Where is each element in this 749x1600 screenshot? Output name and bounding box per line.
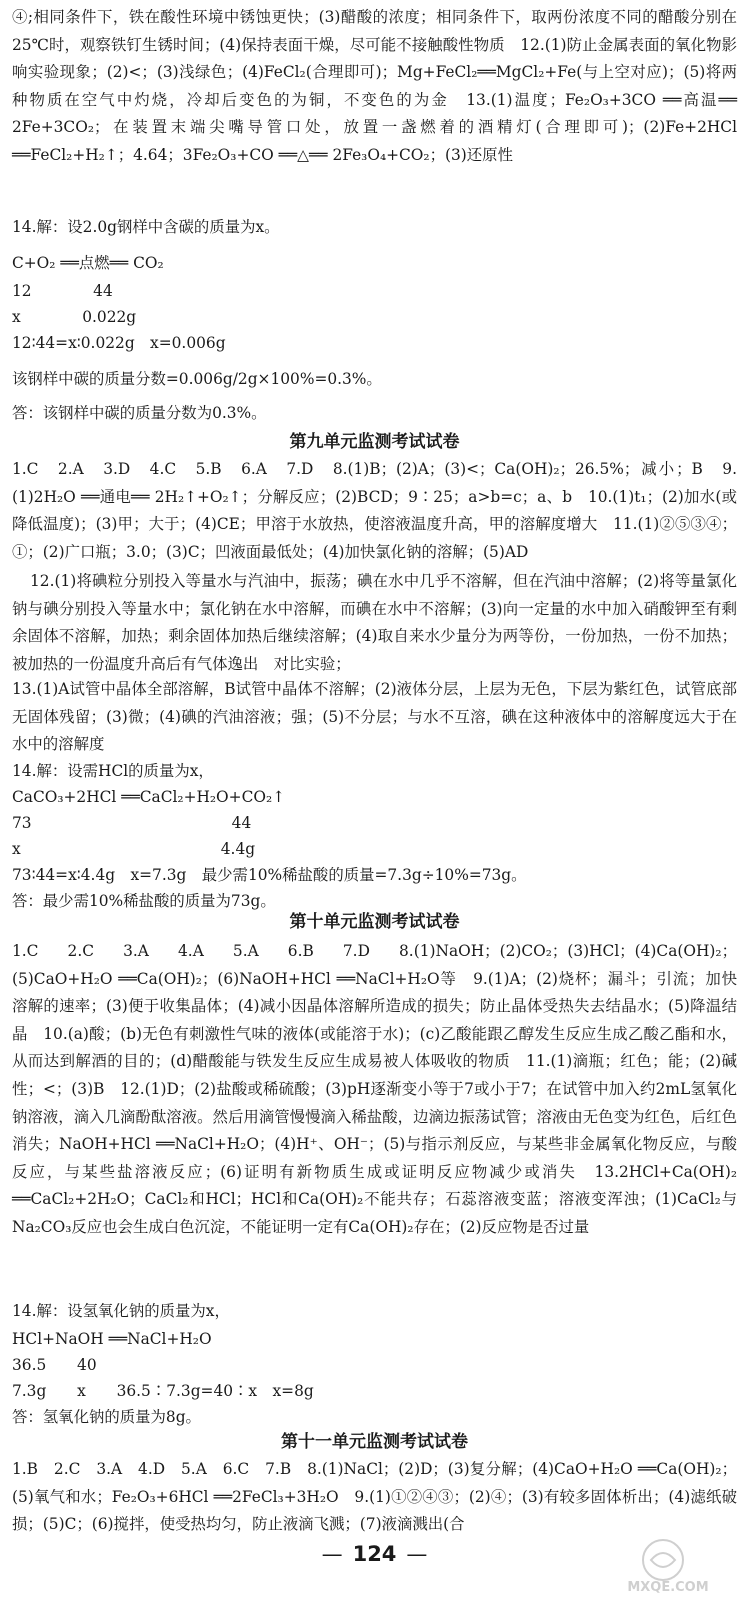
watermark-text: MXQE.COM	[627, 1580, 709, 1595]
unit9-answer-12: 12.(1)将碘粒分别投入等量水与汽油中，振荡；碘在水中几乎不溶解，但在汽油中溶解；(2)将等量氯化钠与碘分别投入等量水中；氯化钠在水中溶解，而碘在水中不溶解；(3)向一定量的水中加入硝酸钾至有剩余固体不溶解，加热；剩余固体加热后继续溶解；(4)取自来水少量分为两等份，一份加热，一份不加热；被加热的一份温度升高后有气体逸出 对比实验；	[12, 572, 737, 673]
unit8-answers-continued: ④;相同条件下，铁在酸性环境中锈蚀更快；(3)醋酸的浓度；相同条件下，取两份浓度不同的醋酸分别在25℃时，观察铁钉生锈时间；(4)保持表面干燥，尽可能不接触酸性物质 12.(1)防止金属表面的氧化物影响实验现象；(2)<；(3)浅绿色；(4)FeCl₂(合理即可)；Mg+FeCl₂══MgCl₂+Fe(与上空对应)；(5)将两种物质在空气中灼烧，冷却后变色的为铜，不变色的为金 13.(1)温度；Fe₂O₃+3CO ══高温══ 2Fe+3CO₂；在装置末端尖嘴导管口处，放置一盏燃着的酒精灯(合理即可)；(2)Fe+2HCl ══FeCl₂+H₂↑；4.64；3Fe₂O₃+CO ══△══ 2Fe₃O₄+CO₂；(3)还原性	[12, 8, 737, 164]
unit9-answer-13: 13.(1)A试管中晶体全部溶解，B试管中晶体不溶解；(2)液体分层，上层为无色，下层为紫红色，试管底部无固体残留；(3)微；(4)碘的汽油溶液；强；(5)不分层；与水不互溶，碘在这种液体中的溶解度远大于在水中的溶解度	[12, 680, 737, 754]
page-number-right-dash: —	[406, 1542, 428, 1566]
unit11-answers-1-9: 1.B 2.C 3.A 4.D 5.A 6.C 7.B 8.(1)NaCl；(2)D；(3)复分解；(4)CaO+H₂O ══Ca(OH)₂；(5)氧气和水；Fe₂O₃+6HCl ══2FeCl₃+3H₂O 9.(1)①②④③；(2)④；(3)有较多固体析出；(4)滤纸破损；(5)C；(6)搅拌，使受热均匀，防止液滴飞溅；(7)液滴溅出(合	[12, 1460, 737, 1534]
unit9-title: 第九单元监测考试试卷	[289, 432, 460, 452]
unit10-answers-1-13: 1.C 2.C 3.A 4.A 5.A 6.B 7.D 8.(1)NaOH；(2)CO₂；(3)HCl；(4)Ca(OH)₂；(5)CaO+H₂O ══Ca(OH)₂；(6)NaOH+HCl ══NaCl+H₂O等 9.(1)A；(2)烧杯；漏斗；引流；加快溶解的速率；(3)便于收集晶体；(4)减小因晶体溶解所造成的损失；防止晶体受热失去结晶水；(5)降温结晶 10.(a)酸；(b)无色有刺激性气味的液体(或能溶于水)；(c)乙酸能跟乙醇发生反应生成乙酸乙酯和水，从而达到解酒的目的；(d)醋酸能与铁发生反应生成易被人体吸收的物质 11.(1)滴瓶；红色；能；(2)碱性；<；(3)B 12.(1)D；(2)盐酸或稀硫酸；(3)pH逐渐变小等于7或小于7；在试管中加入约2mL氢氧化钠溶液，滴入几滴酚酞溶液。然后用滴管慢慢滴入稀盐酸，边滴边振荡试管；溶液由无色变为红色，后红色消失；NaOH+HCl ══NaCl+H₂O；(4)H⁺、OH⁻；(5)与指示剂反应，与某些非金属氧化物反应，与酸反应，与某些盐溶液反应；(6)证明有新物质生成或证明反应物减少或消失 13.2HCl+Ca(OH)₂ ══CaCl₂+2H₂O；CaCl₂和HCl；HCl和Ca(OH)₂不能共存；石蕊溶液变蓝；溶液变浑浊；(1)CaCl₂与Na₂CO₃反应也会生成白色沉淀，不能证明一定有Ca(OH)₂存在；(2)反应物是否过量	[12, 942, 737, 1236]
unit8-q14-equation: C+O₂ ══点燃══ CO₂	[12, 254, 164, 272]
unit10-q14-calculation: 7.3g x 36.5∶7.3g=40∶x x=8g	[12, 1382, 314, 1400]
unit9-answers-1-11: 1.C 2.A 3.D 4.C 5.B 6.A 7.D 8.(1)B；(2)A；(3)<；Ca(OH)₂；26.5%；减小；B 9.(1)2H₂O ══通电══ 2H₂↑+O₂↑；分解反应；(2)BCD；9∶25；a>b=c；a、b 10.(1)t₁；(2)加水(或降低温度)；(3)甲；大于；(4)CE；甲溶于水放热，使溶液温度升高，甲的溶解度增大 11.(1)②⑤③④；①；(2)广口瓶；3.0；(3)C；凹液面最低处；(4)加快氯化钠的溶解；(5)AD	[12, 460, 737, 561]
page-number-value: 124	[352, 1542, 397, 1566]
unit9-q14-ratio-row: 73 44	[12, 814, 252, 832]
unit11-title: 第十一单元监测考试试卷	[281, 1432, 468, 1452]
unit9-q14-intro: 14.解：设需HCl的质量为x，	[12, 762, 214, 780]
unit10-q14-ratio-row: 36.5 40	[12, 1356, 97, 1374]
site-watermark-logo	[593, 1534, 743, 1596]
unit10-q14-intro: 14.解：设氢氧化钠的质量为x，	[12, 1302, 230, 1320]
unit8-q14-intro: 14.解：设2.0g钢样中含碳的质量为x。	[12, 218, 280, 236]
unit8-q14-calculation: 12∶44=x∶0.022g x=0.006g	[12, 334, 226, 352]
unit8-q14-value-row: x 0.022g	[12, 308, 137, 326]
unit8-q14-answer: 答：该钢样中碳的质量分数为0.3%。	[12, 404, 267, 422]
unit8-q14-mass-fraction: 该钢样中碳的质量分数=0.006g/2g×100%=0.3%。	[12, 370, 382, 388]
unit10-q14-equation: HCl+NaOH ══NaCl+H₂O	[12, 1330, 212, 1348]
unit10-title: 第十单元监测考试试卷	[289, 912, 460, 932]
unit8-q14-ratio-row: 12 44	[12, 282, 113, 300]
unit9-q14-calculation: 73∶44=x∶4.4g x=7.3g 最少需10%稀盐酸的质量=7.3g÷10%=73g。	[12, 866, 527, 884]
unit9-q14-value-row: x 4.4g	[12, 840, 256, 858]
unit9-q14-answer: 答：最少需10%稀盐酸的质量为73g。	[12, 892, 276, 910]
page-number-left-dash: —	[321, 1542, 343, 1566]
unit9-q14-equation: CaCO₃+2HCl ══CaCl₂+H₂O+CO₂↑	[12, 788, 286, 806]
unit10-q14-answer: 答：氢氧化钠的质量为8g。	[12, 1408, 201, 1426]
